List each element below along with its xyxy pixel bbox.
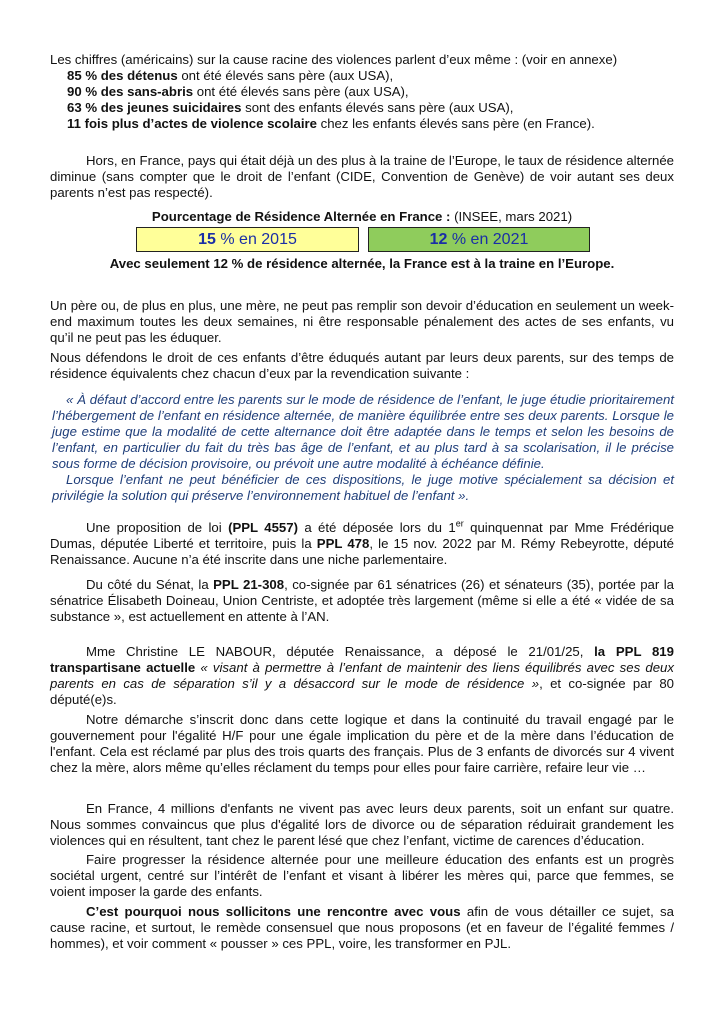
text-run: Une proposition de loi bbox=[86, 520, 229, 535]
ppl-paragraph bbox=[50, 520, 674, 568]
stat-bold: 11 fois plus d’actes de violence scolaire bbox=[67, 116, 317, 131]
figure-title bbox=[50, 209, 674, 225]
text-run: , co-signée par 61 sénatrices (26) et sénateurs (35), portée par la sénatrice Élisabeth Doineau, Union Centriste, et adoptée très largement (même si elle a été « vidée de sa substance », est actuellement en attente à l’AN. bbox=[50, 577, 674, 624]
text-run: Mme Christine LE NABOUR, députée Renaissance, a déposé le 21/01/25, bbox=[86, 644, 595, 659]
text-run: , le 15 nov. 2022 par M. Rémy Rebeyrotte, député Renaissance. Aucune n’a été inscrite dans une niche parlementaire. bbox=[50, 536, 675, 567]
stat-bold: 90 % des sans-abris bbox=[67, 84, 194, 99]
senat-paragraph bbox=[50, 577, 674, 625]
stat-rest: ont été élevés sans père (aux USA), bbox=[193, 84, 409, 99]
text-run: afin de vous détailler ce sujet, sa cause racine, et surtout, le remède consensuel que nous proposons (et en faveur de l’égalité femmes / hommes), et voir comment « pousser » ces PPL, voire, les transformer en PJL. bbox=[50, 904, 674, 951]
stat-rest: chez les enfants élevés sans père (en France). bbox=[316, 116, 595, 131]
conclusion-paragraph bbox=[50, 904, 674, 952]
stat-item bbox=[50, 100, 674, 116]
pere-paragraph: Un père ou, de plus en plus, une mère, ne peut pas remplir son devoir d’éducation en seulement un week-end maximum toutes les deux semaines, ni être responsable pénalement des actes de ses enfants, vu qu’il ne peut pas les éduquer. bbox=[50, 298, 674, 345]
text-run: quinquennat par Mme Frédérique Dumas, députée Liberté et territoire, puis la bbox=[50, 520, 674, 551]
rate-value: 15 bbox=[198, 231, 216, 248]
quoted-demand bbox=[52, 392, 674, 504]
stat-item bbox=[50, 84, 674, 100]
stat-item bbox=[50, 116, 674, 132]
progresser-paragraph: Faire progresser la résidence alternée pour une meilleure éducation des enfants est un progrès sociétal urgent, centré sur l’intérêt de l’enfant et visant à libérer les mères qui, parce que femmes, se voient imposer la garde des enfants. bbox=[50, 852, 674, 899]
stat-item bbox=[50, 68, 674, 84]
nabour-paragraph bbox=[50, 644, 674, 708]
quote-paragraph: « À défaut d’accord entre les parents sur le mode de résidence de l’enfant, le juge étudie prioritairement l’hébergement de l’enfant en résidence alternée, de manière équilibrée entre ses deux parents. Lorsque le juge estime que la modalité de cette alternance doit être adaptée dans le temps et selon les besoins de l’enfant, en particulier du fait du très bas âge de l’enfant, et au plus tard à sa scolarisation, il le précise sous forme de décision provisoire, ou prévoit une autre modalité à échéance définie. bbox=[52, 392, 674, 471]
text-run: Du côté du Sénat, la bbox=[86, 577, 214, 592]
intro-line: Les chiffres (américains) sur la cause racine des violences parlent d’eux même : (voir en annexe) bbox=[50, 52, 618, 67]
superscript: er bbox=[455, 518, 464, 529]
text-bold: PPL 21-308 bbox=[213, 577, 285, 592]
quote-paragraph: Lorsque l’enfant ne peut bénéficier de ces dispositions, le juge motive spécialement sa décision et privilégie la solution qui préserve l’environnement habituel de l’enfant ». bbox=[52, 472, 674, 503]
intro-section bbox=[50, 52, 674, 132]
rate-label: % en 2015 bbox=[215, 231, 297, 248]
text-bold: C’est pourquoi nous sollicitons une rencontre avec vous bbox=[86, 904, 461, 919]
rate-value: 12 bbox=[429, 231, 448, 248]
rate-box-2015 bbox=[136, 227, 359, 252]
stat-rest: sont des enfants élevés sans père (aux USA), bbox=[241, 100, 514, 115]
rate-label: % en 2021 bbox=[447, 231, 529, 248]
figure-caption: Avec seulement 12 % de résidence alternée, la France est à la traine en l’Europe. bbox=[109, 256, 615, 271]
rate-boxes bbox=[136, 227, 590, 252]
stat-bold: 63 % des jeunes suicidaires bbox=[67, 100, 242, 115]
millions-paragraph: En France, 4 millions d'enfants ne vivent pas avec leurs deux parents, soit un enfant sur quatre. Nous sommes convaincus que plus d'égalité lors de divorce ou de séparation réduirait grandement les violences qui en résultent, tant chez le parent lésé que chez l’enfant, victime de carences d’éducation. bbox=[50, 801, 674, 848]
rate-box-2021 bbox=[368, 227, 590, 252]
stat-bold: 85 % des détenus bbox=[67, 68, 178, 83]
text-bold: PPL 478 bbox=[316, 536, 370, 551]
text-run: a été déposée lors du 1 bbox=[297, 520, 456, 535]
demarche-paragraph: Notre démarche s’inscrit donc dans cette logique et dans la continuité du travail engagé par le gouvernement pour l'égalité H/F pour une égale implication du père et de la mère dans l’éducation de l'enfant. Cela est réclamé par plus des trois quarts des français. Plus de 3 enfants de divorcés sur 4 vivent chez la mère, alors même qu’elles réclament du temps pour elles pour faire carrière, refaire leur vie … bbox=[50, 712, 674, 775]
text-run: , et co-signée par 80 député(e)s. bbox=[50, 676, 674, 707]
figure-title-bold: Pourcentage de Résidence Alternée en France : bbox=[151, 209, 451, 224]
hors-paragraph: Hors, en France, pays qui était déjà un des plus à la traine de l’Europe, le taux de résidence alternée diminue (sans compter que le droit de l’enfant (CIDE, Convention de Genève) de voir autant ses deux parents n’est pas respecté). bbox=[50, 153, 674, 200]
defendons-paragraph: Nous défendons le droit de ces enfants d’être éduqués autant par leurs deux parents, sur des temps de résidence équivalents chez chacun d’eux par la revendication suivante : bbox=[50, 350, 674, 381]
figure-title-source: (INSEE, mars 2021) bbox=[450, 209, 573, 224]
text-bold: la PPL 819 transpartisane actuelle bbox=[50, 644, 674, 675]
text-italic: « visant à permettre à l’enfant de maintenir des liens équilibrés avec ses deux parents en cas de séparation s’il y a désaccord sur le mode de résidence » bbox=[50, 660, 674, 691]
text-bold: (PPL 4557) bbox=[228, 520, 298, 535]
stat-rest: ont été élevés sans père (aux USA), bbox=[177, 68, 394, 83]
